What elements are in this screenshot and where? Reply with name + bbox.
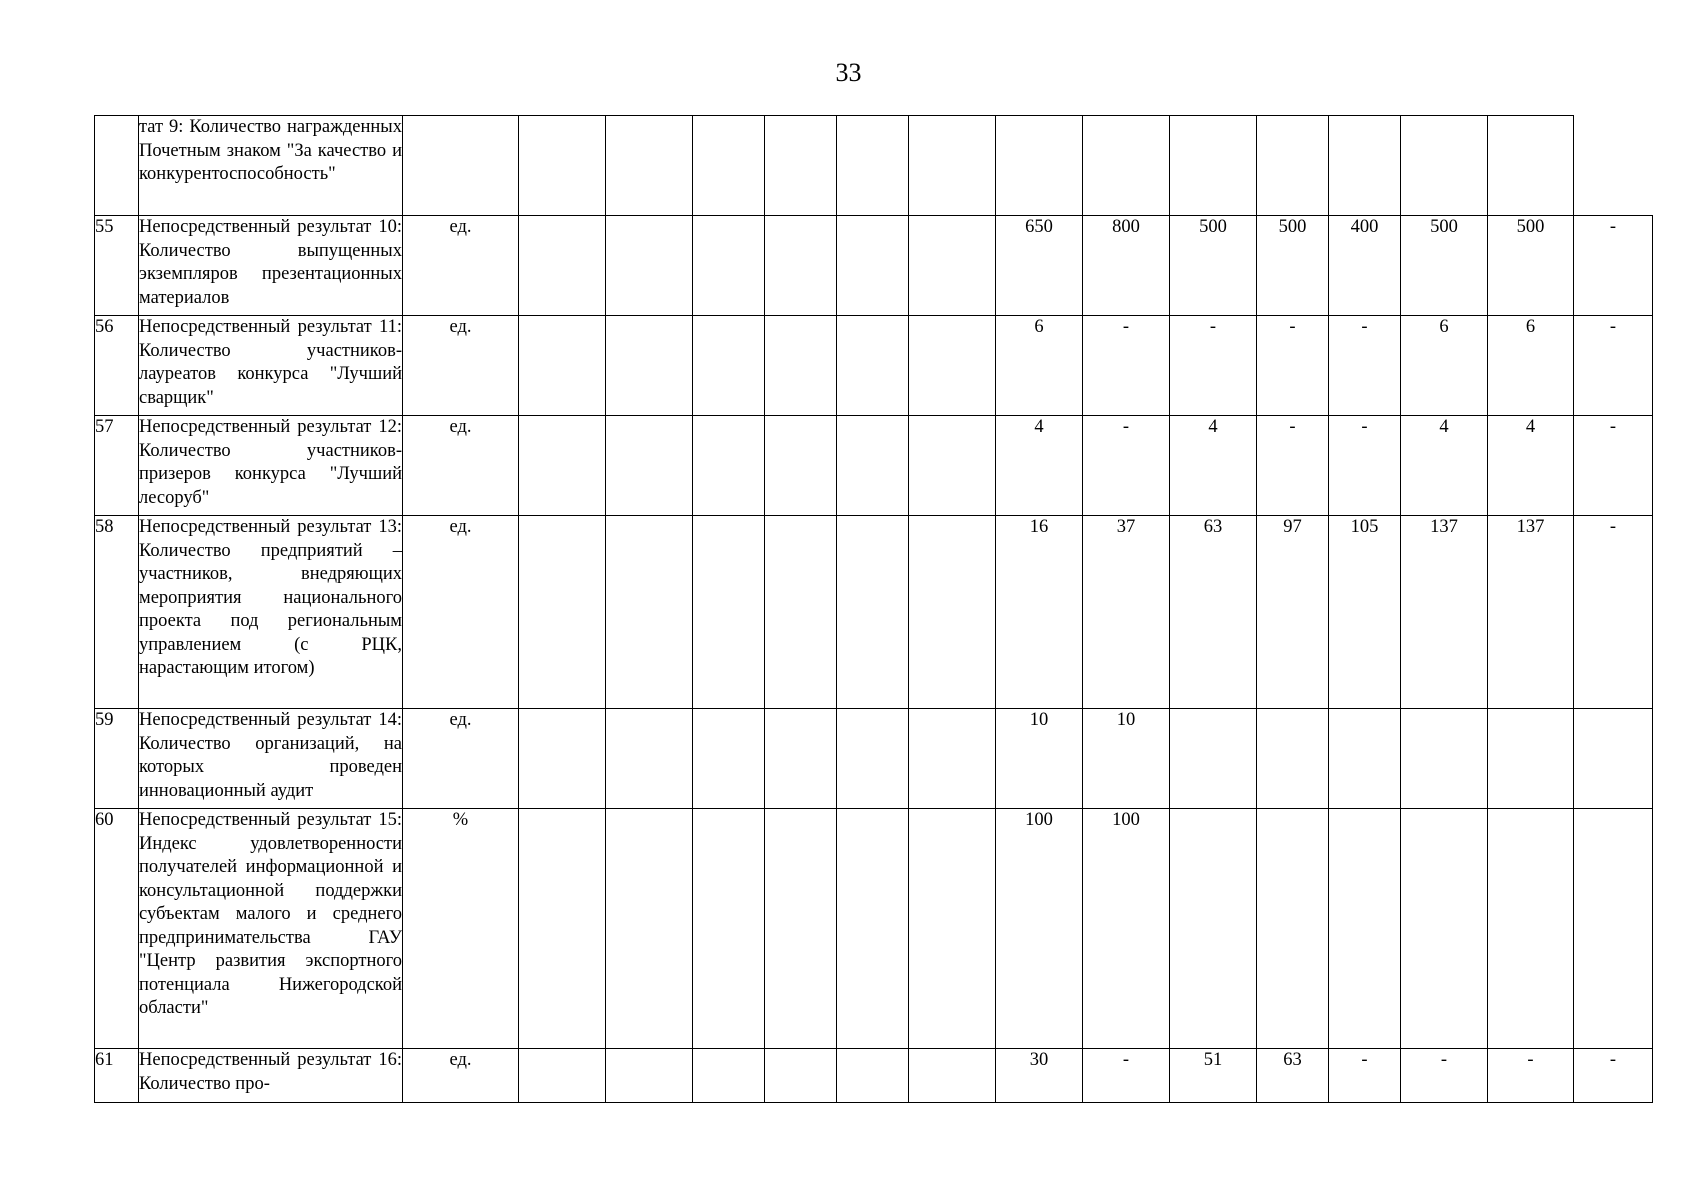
indicator-name: Непосредственный результат 12: Количество участников-призеров конкурса "Лучший лесоруб" <box>139 416 403 516</box>
value-cell: - <box>1574 416 1653 516</box>
value-cell <box>1488 116 1574 216</box>
value-cell <box>1329 116 1401 216</box>
value-cell <box>606 316 693 416</box>
table-row <box>95 216 1653 316</box>
value-cell <box>606 216 693 316</box>
value-cell <box>1170 809 1257 1049</box>
value-cell <box>837 116 909 216</box>
value-cell <box>693 516 765 709</box>
value-cell: - <box>1329 416 1401 516</box>
indicator-name: Непосредственный результат 16: Количество про- <box>139 1049 403 1103</box>
value-cell <box>996 116 1083 216</box>
value-cell <box>765 216 837 316</box>
value-cell <box>519 116 606 216</box>
table-row <box>95 1049 1653 1103</box>
value-cell <box>693 116 765 216</box>
row-number: 59 <box>95 709 139 809</box>
value-cell: 63 <box>1257 1049 1329 1103</box>
value-cell <box>606 416 693 516</box>
value-cell <box>519 809 606 1049</box>
value-cell: 100 <box>996 809 1083 1049</box>
value-cell <box>1574 809 1653 1049</box>
value-cell <box>1329 809 1401 1049</box>
value-cell <box>693 1049 765 1103</box>
indicator-name: Непосредственный результат 11: Количество участников-лауреатов конкурса "Лучший сварщик" <box>139 316 403 416</box>
value-cell <box>909 316 996 416</box>
row-number: 55 <box>95 216 139 316</box>
value-cell: 400 <box>1329 216 1401 316</box>
value-cell <box>837 416 909 516</box>
value-cell <box>1574 709 1653 809</box>
value-cell <box>765 516 837 709</box>
indicator-name: Непосредственный результат 10: Количество выпущенных экземпляров презентационных материалов <box>139 216 403 316</box>
value-cell <box>1170 116 1257 216</box>
value-cell: 500 <box>1257 216 1329 316</box>
value-cell <box>837 709 909 809</box>
value-cell <box>1329 709 1401 809</box>
table-row <box>95 116 1653 216</box>
value-cell <box>1401 116 1488 216</box>
row-number <box>95 116 139 216</box>
value-cell <box>765 116 837 216</box>
value-cell: - <box>1401 1049 1488 1103</box>
value-cell <box>519 416 606 516</box>
value-cell <box>837 1049 909 1103</box>
value-cell: 10 <box>996 709 1083 809</box>
value-cell <box>837 316 909 416</box>
value-cell: 105 <box>1329 516 1401 709</box>
value-cell: 137 <box>1401 516 1488 709</box>
value-cell: 37 <box>1083 516 1170 709</box>
row-number: 60 <box>95 809 139 1049</box>
value-cell <box>837 516 909 709</box>
value-cell: - <box>1083 1049 1170 1103</box>
unit-cell: % <box>403 809 519 1049</box>
indicators-table <box>94 115 1653 1103</box>
value-cell: 6 <box>1488 316 1574 416</box>
value-cell: 4 <box>1488 416 1574 516</box>
value-cell: - <box>1257 316 1329 416</box>
value-cell <box>909 709 996 809</box>
value-cell: 4 <box>1401 416 1488 516</box>
value-cell: - <box>1574 316 1653 416</box>
value-cell <box>909 1049 996 1103</box>
value-cell: 30 <box>996 1049 1083 1103</box>
row-number: 61 <box>95 1049 139 1103</box>
value-cell <box>765 1049 837 1103</box>
unit-cell <box>403 116 519 216</box>
value-cell: 51 <box>1170 1049 1257 1103</box>
value-cell: 4 <box>1170 416 1257 516</box>
value-cell <box>1257 809 1329 1049</box>
value-cell: 6 <box>1401 316 1488 416</box>
value-cell <box>606 1049 693 1103</box>
value-cell: - <box>1574 1049 1653 1103</box>
value-cell <box>909 516 996 709</box>
value-cell: 500 <box>1488 216 1574 316</box>
row-number: 57 <box>95 416 139 516</box>
value-cell <box>519 316 606 416</box>
value-cell: 650 <box>996 216 1083 316</box>
value-cell: 63 <box>1170 516 1257 709</box>
value-cell: - <box>1083 316 1170 416</box>
value-cell <box>606 809 693 1049</box>
value-cell <box>606 516 693 709</box>
value-cell: - <box>1083 416 1170 516</box>
value-cell <box>519 216 606 316</box>
value-cell: - <box>1574 216 1653 316</box>
value-cell: 500 <box>1170 216 1257 316</box>
page-number: 33 <box>835 58 862 87</box>
value-cell <box>1401 709 1488 809</box>
value-cell: - <box>1488 1049 1574 1103</box>
value-cell <box>693 709 765 809</box>
value-cell: 16 <box>996 516 1083 709</box>
value-cell <box>1488 809 1574 1049</box>
value-cell <box>765 416 837 516</box>
table-row <box>95 809 1653 1049</box>
value-cell: 100 <box>1083 809 1170 1049</box>
value-cell <box>1257 116 1329 216</box>
value-cell <box>519 516 606 709</box>
value-cell <box>519 709 606 809</box>
unit-cell: ед. <box>403 516 519 709</box>
value-cell <box>1488 709 1574 809</box>
unit-cell: ед. <box>403 1049 519 1103</box>
value-cell <box>765 709 837 809</box>
value-cell: - <box>1574 516 1653 709</box>
row-number: 56 <box>95 316 139 416</box>
value-cell <box>765 809 837 1049</box>
value-cell <box>693 416 765 516</box>
value-cell: - <box>1329 1049 1401 1103</box>
value-cell <box>909 809 996 1049</box>
value-cell: 6 <box>996 316 1083 416</box>
value-cell: 500 <box>1401 216 1488 316</box>
indicator-name: Непосредственный результат 14: Количество организаций, на которых проведен инновационный аудит <box>139 709 403 809</box>
value-cell: - <box>1329 316 1401 416</box>
value-cell <box>837 216 909 316</box>
table-row <box>95 516 1653 709</box>
value-cell <box>765 316 837 416</box>
indicator-name: Непосредственный результат 13: Количество предприятий – участников, внедряющих мероприятия национального проекта под региональным управлением (с РЦК, нарастающим итогом) <box>139 516 403 709</box>
table-row <box>95 316 1653 416</box>
value-cell <box>1401 809 1488 1049</box>
unit-cell: ед. <box>403 216 519 316</box>
unit-cell: ед. <box>403 709 519 809</box>
table-row <box>95 709 1653 809</box>
value-cell <box>519 1049 606 1103</box>
value-cell: 137 <box>1488 516 1574 709</box>
value-cell <box>693 216 765 316</box>
value-cell: - <box>1257 416 1329 516</box>
value-cell <box>606 709 693 809</box>
indicator-name: Непосредственный результат 15: Индекс удовлетворенности получателей информационной и консультационной поддержки субъектам малого и среднего предпринимательства ГАУ "Центр развития экспортного потенциала Нижегородской области" <box>139 809 403 1049</box>
value-cell <box>1170 709 1257 809</box>
value-cell <box>909 116 996 216</box>
value-cell: 4 <box>996 416 1083 516</box>
row-number: 58 <box>95 516 139 709</box>
value-cell <box>909 216 996 316</box>
value-cell: 800 <box>1083 216 1170 316</box>
value-cell <box>837 809 909 1049</box>
unit-cell: ед. <box>403 316 519 416</box>
value-cell <box>693 316 765 416</box>
value-cell <box>1083 116 1170 216</box>
value-cell: 10 <box>1083 709 1170 809</box>
value-cell: 97 <box>1257 516 1329 709</box>
value-cell <box>909 416 996 516</box>
value-cell <box>606 116 693 216</box>
unit-cell: ед. <box>403 416 519 516</box>
value-cell: - <box>1170 316 1257 416</box>
indicator-name: тат 9: Количество награжденных Почетным знаком "За качество и конкурентоспособность" <box>139 116 403 216</box>
value-cell <box>693 809 765 1049</box>
table-row <box>95 416 1653 516</box>
value-cell <box>1257 709 1329 809</box>
